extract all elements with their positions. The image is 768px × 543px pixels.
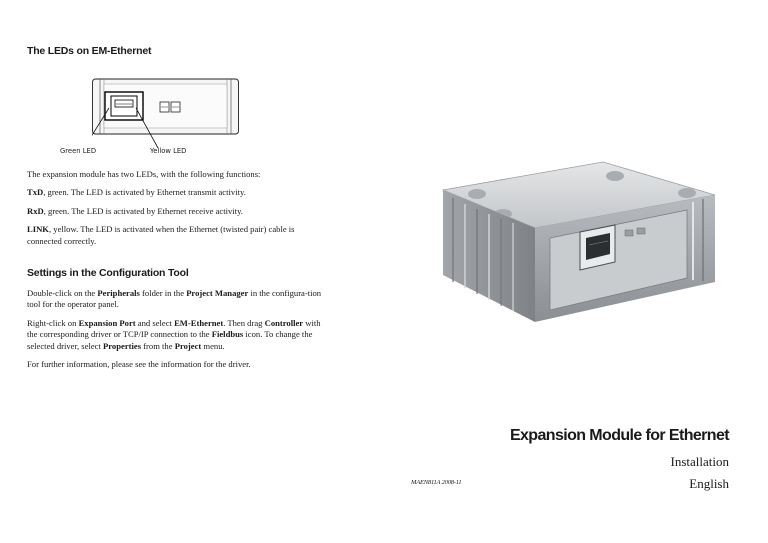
cover-language: English [689, 476, 729, 491]
led-txd-name: TxD [27, 187, 44, 198]
led-link-item: LINK, yellow. The LED is activated when the Ethernet (twisted pair) cable is connected correctly. [27, 224, 295, 246]
paragraph-2-text-run: and select [135, 317, 175, 328]
document-code: MAEN811A 2008-11 [411, 479, 462, 486]
paragraph-2-text-run: from the [141, 340, 175, 351]
yellow-led-label: Yellow LED [150, 147, 187, 155]
led-intro: The expansion module has two LEDs, with the following functions: [27, 169, 261, 179]
configuration-paragraph-2 [27, 318, 330, 352]
paragraph-2-text-run: . Then drag [223, 317, 265, 328]
paragraph-2-text-run: Right-click on [27, 317, 79, 328]
paragraph-2-text-run: menu. [201, 340, 225, 351]
configuration-paragraph-1 [27, 288, 330, 311]
led-link-name: LINK [27, 224, 49, 235]
section-heading-configuration: Settings in the Configuration Tool [27, 267, 189, 279]
green-led-label: Green LED [60, 147, 97, 155]
configuration-text-block [27, 288, 330, 370]
paragraph-1-text-run: Double-click on the [27, 288, 98, 298]
paragraph-2-text-run: with the corresponding driver or TCP/IP connection to the [27, 317, 321, 340]
configuration-paragraph-3: For further information, please see the information for the driver. [27, 359, 251, 370]
cover-title: Expansion Module for Ethernet [509, 427, 729, 444]
paragraph-2-text-run: icon. To change the selected driver, select [27, 329, 313, 351]
led-rxd-name: RxD [27, 205, 44, 216]
led-txd-item: TxD, green. The LED is activated by Ethernet transmit activity. [27, 187, 246, 198]
section-heading-leds: The LEDs on EM-Ethernet [27, 45, 152, 57]
paragraph-2-bold-term: Properties [103, 340, 142, 351]
expansion-module-photo [425, 150, 725, 340]
led-description-block [27, 169, 327, 247]
paragraph-2-bold-term: Fieldbus [211, 329, 244, 340]
cover-subtitle: Installation [670, 454, 729, 469]
paragraph-1-bold-term: Project Manager [186, 288, 249, 298]
paragraph-1-text-run: folder in the [139, 288, 187, 298]
paragraph-2-bold-term: Controller [264, 317, 304, 328]
paragraph-2-bold-term: Project [174, 340, 202, 351]
paragraph-1-bold-term: Peripherals [97, 288, 140, 298]
paragraph-2-bold-term: Expansion Port [78, 317, 136, 328]
led-rxd-item: RxD, green. The LED is activated by Ethernet receive activity. [27, 205, 243, 216]
paragraph-1-text-run: in the configura-tion tool for the operator panel. [27, 288, 322, 310]
paragraph-2-bold-term: EM-Ethernet [174, 317, 224, 328]
